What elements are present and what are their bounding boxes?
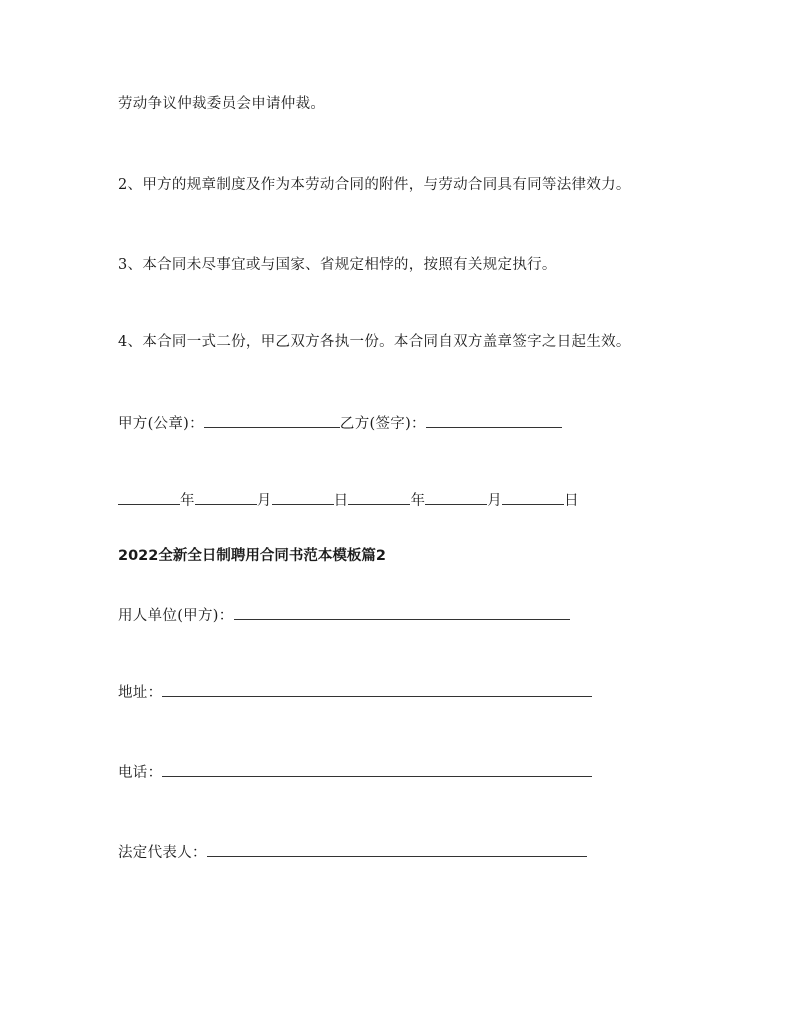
month-label: 月 — [487, 493, 503, 509]
date-line — [118, 490, 579, 510]
party-a-day-blank[interactable] — [272, 490, 334, 505]
clause-2: 2、甲方的规章制度及作为本劳动合同的附件，与劳动合同具有同等法律效力。 — [118, 177, 631, 193]
phone-blank[interactable] — [162, 762, 592, 777]
party-a-label: 甲方(公章)： — [118, 416, 204, 432]
employer-blank[interactable] — [234, 605, 570, 620]
legal-rep-line — [118, 842, 587, 862]
year-label: 年 — [410, 493, 426, 509]
legal-rep-blank[interactable] — [207, 842, 587, 857]
employer-line — [118, 605, 570, 625]
address-line — [118, 682, 592, 702]
day-label: 日 — [333, 493, 349, 509]
year-label: 年 — [180, 493, 195, 509]
section-title: 2022全新全日制聘用合同书范本模板篇2 — [118, 548, 386, 564]
party-b-year-blank[interactable] — [348, 490, 410, 505]
party-b-month-blank[interactable] — [425, 490, 487, 505]
month-label: 月 — [256, 493, 272, 509]
clause-3: 3、本合同未尽事宜或与国家、省规定相悖的，按照有关规定执行。 — [118, 257, 557, 273]
address-blank[interactable] — [162, 682, 592, 697]
party-a-month-blank[interactable] — [195, 490, 257, 505]
phone-line — [118, 762, 592, 782]
clause-4: 4、本合同一式二份，甲乙双方各执一份。本合同自双方盖章签字之日起生效。 — [118, 334, 631, 350]
legal-rep-label: 法定代表人： — [118, 845, 207, 861]
party-a-year-blank[interactable] — [118, 490, 180, 505]
party-b-day-blank[interactable] — [502, 490, 564, 505]
phone-label: 电话： — [118, 765, 163, 781]
address-label: 地址： — [118, 685, 163, 701]
employer-label: 用人单位(甲方)： — [118, 608, 234, 624]
party-b-label: 乙方(签字)： — [339, 416, 426, 432]
continuation-text: 劳动争议仲裁委员会申请仲裁。 — [118, 96, 326, 112]
signature-line — [118, 413, 562, 433]
party-b-blank[interactable] — [426, 413, 562, 428]
party-a-blank[interactable] — [204, 413, 340, 428]
day-label: 日 — [564, 493, 579, 509]
